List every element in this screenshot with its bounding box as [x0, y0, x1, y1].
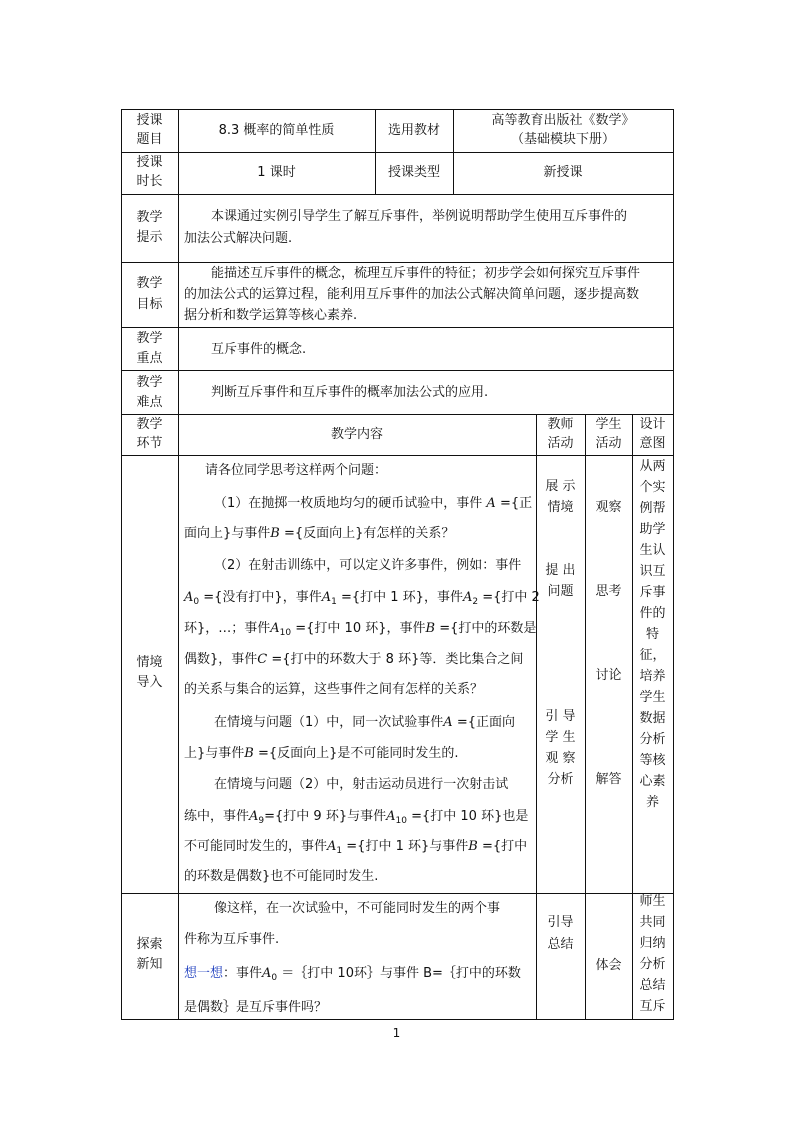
intro-line: 上}与事件B ={反面向上}是不可能同时发生的.	[184, 746, 459, 761]
duration-label-line2: 时长	[136, 174, 163, 189]
key-points-text: 互斥事件的概念.	[211, 342, 307, 357]
stage-header-line2: 环节	[136, 436, 163, 451]
teacher-activity-line: 问题	[547, 584, 574, 599]
goals-label-line2: 目标	[136, 297, 163, 312]
intent-line: 斥事	[639, 585, 666, 600]
intro-line: （2）在射击训练中，可以定义许多事件，例如：事件	[214, 558, 522, 573]
intro-stage-line1: 情境	[136, 655, 163, 670]
explore-intent-line: 分析	[639, 957, 666, 972]
goals-text-line1: 能描述互斥事件的概念，梳理互斥事件的特征；初步学会如何探究互斥事件	[211, 266, 641, 281]
intent-header-line1: 设计	[639, 417, 666, 432]
teacher-activity-line: 分析	[547, 772, 574, 787]
intent-line: 等核	[639, 753, 666, 768]
teacher-header-line1: 教师	[547, 417, 574, 432]
intro-line: $A_0$ ={没有打中}，事件$A_1$ ={打中 1 环}，事件$A_2$ ={打中 2	[184, 590, 540, 607]
intro-line: 不可能同时发生的，事件$A_1$ ={打中 1 环}与事件B ={打中	[184, 839, 528, 856]
intent-line: 培养	[639, 669, 666, 684]
explore-intent-line: 互斥	[639, 999, 666, 1014]
explore-line: 像这样，在一次试验中，不可能同时发生的两个事	[214, 901, 501, 916]
intent-line: 养	[645, 795, 659, 810]
key-points-label-line1: 教学	[136, 331, 163, 346]
topic-label-line1: 授课	[136, 113, 163, 128]
explore-stage-line1: 探索	[136, 937, 163, 952]
intent-line: 心素	[639, 774, 666, 789]
key-points-label-line2: 重点	[136, 351, 163, 366]
intent-line: 件的	[639, 606, 666, 621]
intro-line: 请各位同学思考这样两个问题：	[205, 463, 388, 478]
explore-student-activity: 体会	[595, 958, 622, 973]
explore-intent-line: 师生	[639, 894, 666, 909]
student-header-line2: 活动	[595, 436, 622, 451]
duration-value: 1 课时	[257, 165, 296, 180]
intent-line: 个实	[639, 480, 666, 495]
explore-intent-line: 归纳	[639, 936, 666, 951]
stage-header-line1: 教学	[136, 417, 163, 432]
teacher-activity-line: 引 导	[545, 709, 576, 724]
intent-line: 数据	[639, 711, 666, 726]
intro-line: （1）在抛掷一枚质地均匀的硬币试验中，事件 A ={正	[214, 496, 533, 511]
difficulties-label-line2: 难点	[136, 395, 163, 410]
teacher-activity-line: 观 察	[545, 751, 576, 766]
explore-line: 想一想：事件$A_0$ ＝｛打中 10环｝与事件 B=｛打中的环数	[184, 966, 521, 983]
student-activity: 思考	[595, 584, 622, 599]
goals-label-line1: 教学	[136, 276, 163, 291]
student-activity: 观察	[595, 500, 622, 515]
tips-text-line1: 本课通过实例引导学生了解互斥事件，举例说明帮助学生使用互斥事件的	[211, 209, 628, 224]
teacher-header-line2: 活动	[547, 436, 574, 451]
intro-line: 偶数}，事件C ={打中的环数大于 8 环}等．类比集合之间	[184, 652, 524, 667]
explore-stage-line2: 新知	[136, 957, 163, 972]
explore-intent-line: 共同	[639, 915, 666, 930]
teacher-activity-line: 学 生	[545, 730, 576, 745]
intent-line: 征，	[639, 648, 666, 663]
page-number: 1	[392, 1026, 401, 1040]
student-header-line1: 学生	[595, 417, 622, 432]
intro-line: 在情境与问题（2）中，射击运动员进行一次射击试	[214, 777, 509, 792]
intent-header-line2: 意图	[639, 436, 666, 451]
intro-line: 的关系与集合的运算，这些事件之间有怎样的关系？	[184, 682, 484, 697]
intent-line: 生认	[639, 543, 666, 558]
difficulties-label-line1: 教学	[136, 375, 163, 390]
student-activity: 讨论	[595, 668, 622, 683]
duration-label-line1: 授课	[136, 155, 163, 170]
topic-value: 8.3 概率的简单性质	[218, 123, 335, 138]
teacher-activity-line: 提 出	[545, 563, 576, 578]
explore-teacher-line2: 总结	[547, 937, 574, 952]
topic-label-line2: 题目	[136, 132, 163, 147]
student-activity: 解答	[595, 772, 622, 787]
explore-line: 件称为互斥事件.	[184, 932, 280, 947]
intent-line: 分析	[639, 732, 666, 747]
lesson-type-label: 授课类型	[387, 165, 440, 180]
difficulties-text: 判断互斥事件和互斥事件的概率加法公式的应用.	[211, 385, 489, 400]
intro-line: 练中，事件$A_9=${打中 9 环}与事件$A_{10}$ ={打中 10 环}也是	[184, 809, 529, 826]
teacher-activity-line: 展 示	[545, 479, 576, 494]
tips-label-line1: 教学	[136, 210, 163, 225]
intro-line: 面向上}与事件B ={反面向上}有怎样的关系？	[184, 526, 455, 541]
textbook-value-line1: 高等教育出版社《数学》	[491, 113, 635, 128]
textbook-label: 选用教材	[387, 123, 440, 138]
tips-text-line2: 加法公式解决问题.	[184, 231, 293, 246]
tips-label-line2: 提示	[136, 230, 163, 245]
lesson-type-value: 新授课	[543, 165, 583, 180]
intro-stage-line2: 导入	[136, 675, 163, 690]
explore-teacher-line1: 引导	[547, 915, 574, 930]
intent-line: 学生	[639, 690, 666, 705]
goals-text-line2: 的加法公式的运算过程，能利用互斥事件的加法公式解决简单问题，逐步提高数	[184, 287, 640, 302]
teacher-activity-line: 情境	[547, 500, 574, 515]
intent-line: 特	[645, 627, 659, 642]
content-header: 教学内容	[330, 427, 383, 442]
intent-line: 助学	[639, 522, 666, 537]
intent-line: 例帮	[639, 501, 666, 516]
intro-line: 的环数是偶数}也不可能同时发生.	[184, 869, 379, 884]
intent-line: 从两	[639, 459, 666, 474]
intent-line: 识互	[639, 564, 666, 579]
explore-intent-line: 总结	[639, 978, 666, 993]
think-prompt: 想一想	[184, 966, 224, 981]
intro-line: 环}，…；事件$A_{10}$ ={打中 10 环}，事件B ={打中的环数是	[184, 621, 537, 638]
intro-line: 在情境与问题（1）中，同一次试验事件A ={正面向	[214, 715, 515, 730]
explore-line: 是偶数｝是互斥事件吗？	[184, 1000, 328, 1015]
goals-text-line3: 据分析和数学运算等核心素养.	[184, 308, 358, 323]
textbook-value-line2: （基础模块下册）	[510, 132, 615, 147]
